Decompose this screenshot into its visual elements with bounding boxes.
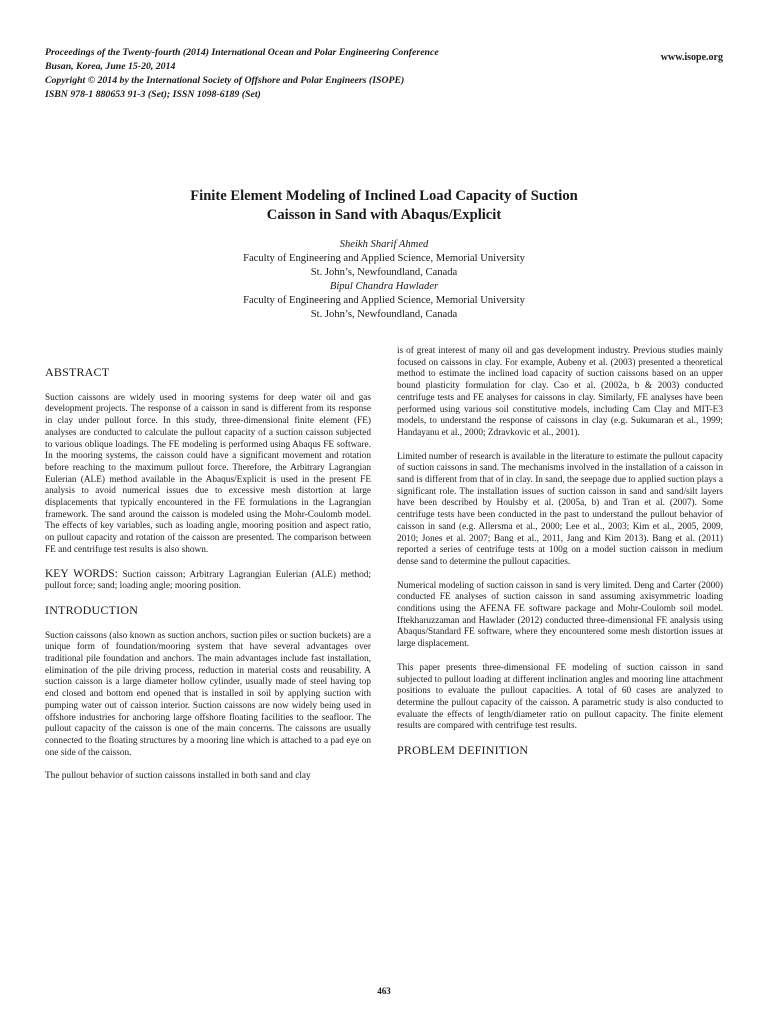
author-location: St. John’s, Newfoundland, Canada [310,309,458,320]
author-block [90,238,678,322]
proceedings-header [45,46,605,102]
author-affiliation: Faculty of Engineering and Applied Science, Memorial University [243,253,525,264]
author-name: Sheikh Sharif Ahmed [339,239,429,250]
left-column [45,367,371,795]
header-line-location: Busan, Korea, June 15-20, 2014 [45,61,176,72]
header-line-copyright: Copyright © 2014 by the International Society of Offshore and Polar Engineers (ISOPE) [45,75,405,86]
right-column [397,346,723,771]
intro-paragraph-5: This paper presents three-dimensional FE modeling of suction caisson in sand subjected to pullout loading at different inclination angles and mooring line attachment positions to evaluate the pullout capacities. A total of 60 cases are analyzed to determine the pullout capacity of the caisson. A parametric study is also conducted to evaluate the effects of length/diameter ratio on pullout capacity. The finite element results are compared with centrifuge test results. [397,662,723,732]
introduction-heading: INTRODUCTION [45,602,139,617]
website-link[interactable]: www.isope.org [660,52,723,63]
author-affiliation: Faculty of Engineering and Applied Science, Memorial University [243,295,525,306]
abstract-heading: ABSTRACT [45,365,110,379]
abstract-text: Suction caissons are widely used in mooring systems for deep water oil and gas development projects. The response of a caisson in sand is different from its response in clay under pullout force. In this study, three-dimensional finite element (FE) analyses are conducted to calculate the pullout capacity of a suction caisson subjected to various oblique loadings. The FE modeling is performed using Abaqus FE software. In the mooring systems, the caisson could have a significant movement and rotation before reaching to the maximum pullout force. Therefore, the Arbitrary Lagrangian Eulerian (ALE) method available in the Abaqus/Explicit is used in the present FE analysis to avoid numerical issues due to excessive mesh distortion at large displacements that typically encountered in the FE formulations in the Lagrangian framework. The sand around the caisson is modeled using the Mohr-Coulomb model. The effects of key variables, such as loading angle, mooring position and aspect ratio, on pullout capacity and rotation of the caisson are presented. The comparison between FE and centrifuge test results is also shown. [45,392,371,555]
intro-paragraph-2: The pullout behavior of suction caissons installed in both sand and clay [45,771,311,782]
paper-title [90,187,678,225]
header-line-conference: Proceedings of the Twenty-fourth (2014) International Ocean and Polar Engineering Conference [45,47,439,58]
problem-definition-heading: PROBLEM DEFINITION [397,743,529,758]
intro-paragraph-4: Numerical modeling of suction caisson in sand is very limited. Deng and Carter (2000) conducted FE analyses of suction caisson in sand assuming axisymmetric loading conditions using the AFENA FE software package and Mohr-Coulomb soil model. Iftekharuzzaman and Hawlader (2012) conducted three-dimensional FE analysis using Abaqus/Standard FE software, where they encountered some mesh distortion issues at large displacement. [397,580,723,650]
intro-paragraph-2-continued: is of great interest of many oil and gas development industry. Previous studies mainly focused on caissons in clay. For example, Aubeny et al. (2003) presented a theoretical method to estimate the inclined load capacity of suction caissons based on an upper bound plasticity formulation for clay. Cao et al. (2002a, b & 2003) conducted centrifuge tests and FE analyses for caissons in clay. Similarly, FE analyses have been performed using various soil constitutive models, including Cam Clay and MIT-E3 models, to understand the response of caissons in clay (e.g. Sukumaran et al., 1999; Handayanu et al., 2000; Zdravkovic et al., 2001). [397,346,723,438]
title-line-1: Finite Element Modeling of Inclined Load Capacity of Suction [190,188,578,204]
author-name: Bipul Chandra Hawlader [329,281,439,292]
page-number: 463 [377,986,391,996]
intro-paragraph-1: Suction caissons (also known as suction anchors, suction piles or suction buckets) are a unique form of foundation/mooring system that have several advantages over traditional pile foundation and anchors. The main advantages include fast installation, elimination of the pile driving process, reduction in material costs and reusability. A suction caisson is a large diameter hollow cylinder, usually made of steel having top end closed and bottom end opened that is installed in soil by applying suction with pumping water out of caisson interior. Suction caissons are now widely being used in offshore industries for anchoring large offshore floating facilities to the seafloor. The pullout capacity of the caisson is one of the main concerns. The caissons are usually connected to the floating structures by a mooring line which is attached to a pad eye on one side of the caisson. [45,630,371,758]
header-line-isbn: ISBN 978-1 880653 91-3 (Set); ISSN 1098-6189 (Set) [45,89,261,100]
author-location: St. John’s, Newfoundland, Canada [310,267,458,278]
intro-paragraph-3: Limited number of research is available in the literature to estimate the pullout capacity of suction caissons in sand. The mechanisms involved in the installation of a caisson in sand is different from that of in clay. In sand, the seepage due to applied suction plays a significant role. The installation issues of suction caisson in sand and sand/silt layers have been described by Houlsby et al. (2005a, b) and Tran et al. (2007). Some centrifuge tests have been conducted in the past to understand the pullout behavior of caisson in sand (e.g. Allersma et al., 2000; Lee et al., 2003; Kim et al., 2005, 2009, 2010; Jones et al. 2007; Bang et al., 2011, Jang and Kim 2013). Bang et al. (2011) reported a series of centrifuge tests at 100g on a model suction caisson in medium dense sand to determine the pullout capacities. [397,451,723,567]
keywords-paragraph [45,569,371,593]
keywords-heading: KEY WORDS: [45,567,118,580]
title-line-2: Caisson in Sand with Abaqus/Explicit [266,207,502,223]
keywords-text: Suction caisson; Arbitrary Lagrangian Eulerian (ALE) method; pullout force; sand; loading angle; mooring position. [45,569,371,592]
